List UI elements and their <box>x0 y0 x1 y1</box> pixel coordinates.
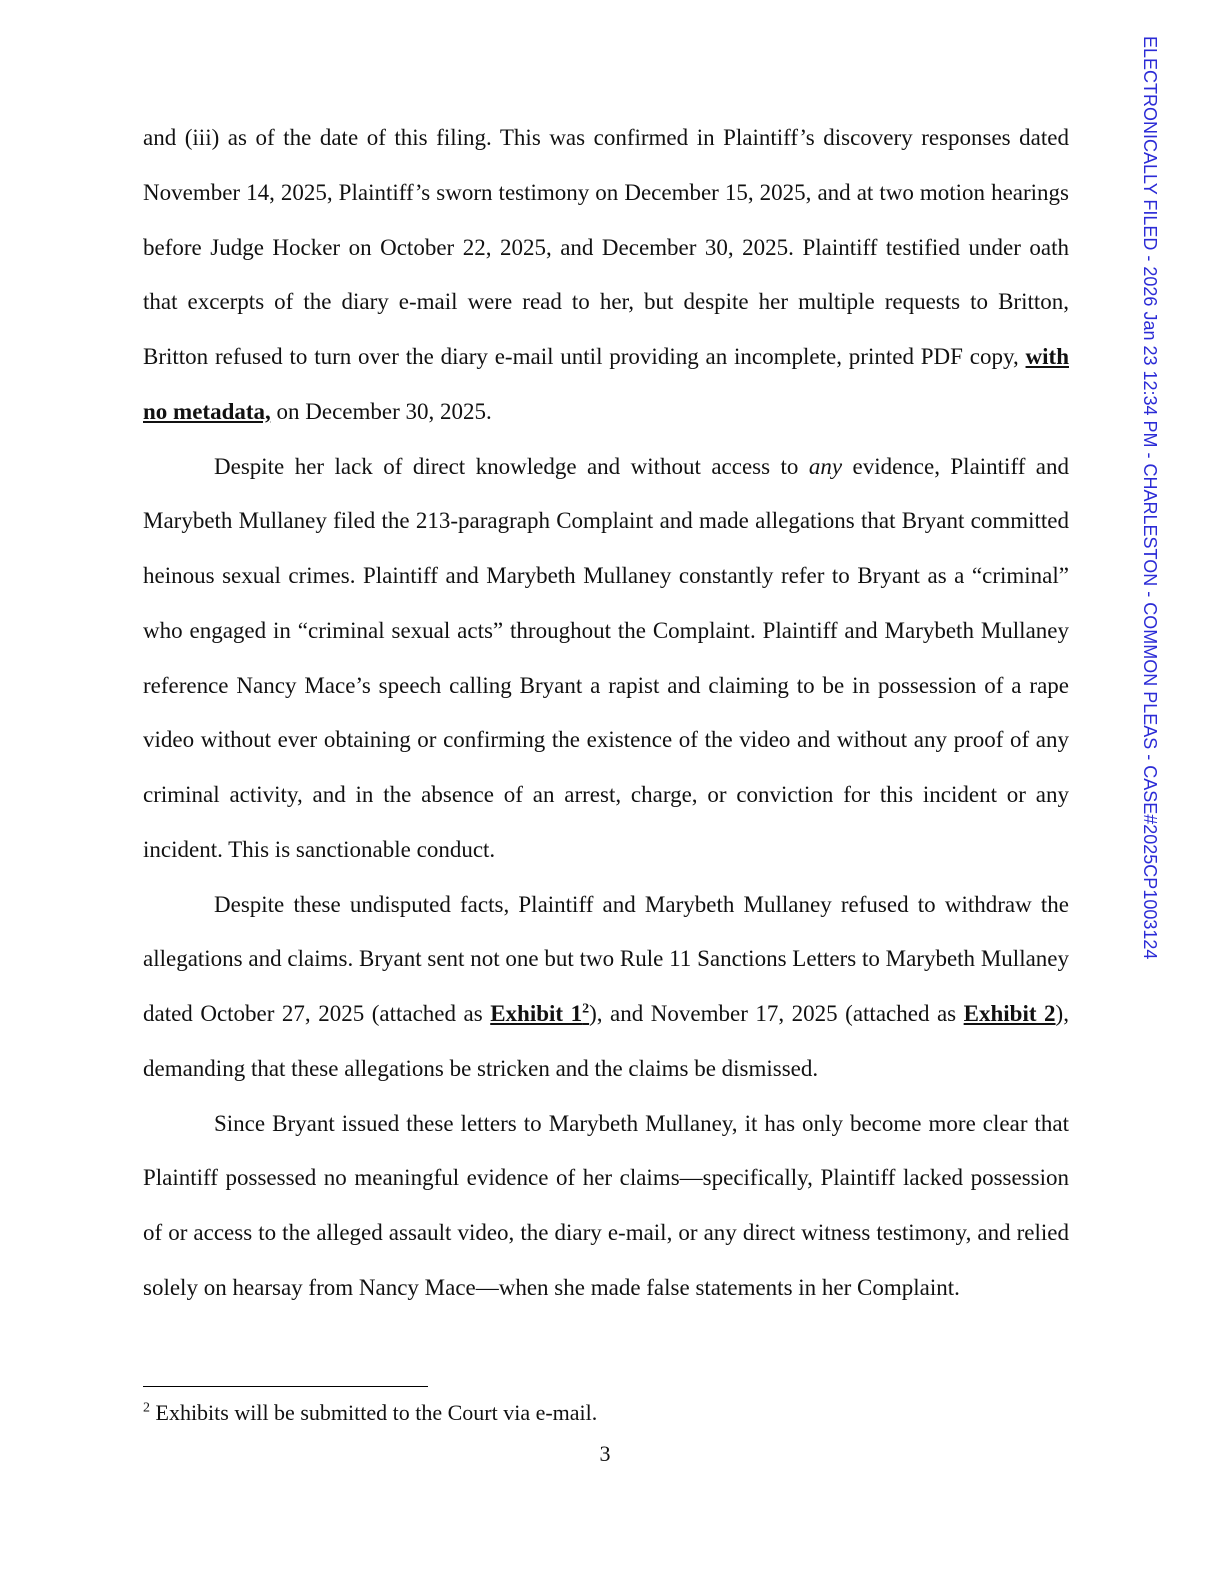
text-run: Despite these undisputed facts, Plaintiff and Marybeth Mullaney refused to withdraw the allegations and claims. Bryant sent not one but two Rule 11 Sanctions Letters to Marybeth Mullaney dated October 27, 2025 (attached as <box>143 891 1069 1026</box>
electronic-filing-stamp: ELECTRONICALLY FILED - 2026 Jan 23 12:34 PM - CHARLESTON - COMMON PLEAS - CASE#2025CP1003124 <box>1140 36 1160 960</box>
footnote-reference: 2 <box>582 1001 590 1017</box>
footnote-text: Exhibits will be submitted to the Court via e-mail. <box>150 1400 598 1425</box>
text-run: ), and November 17, 2025 (attached as <box>589 1001 964 1026</box>
text-run: ), demanding that these allegations be stricken and the claims be dismissed. <box>143 1001 1069 1081</box>
page-number: 3 <box>599 1441 611 1466</box>
footnote-divider <box>143 1386 428 1387</box>
paragraph-allegations <box>143 440 1069 878</box>
footnote <box>143 1398 597 1428</box>
paragraph-diary-email <box>143 111 1069 440</box>
emphasis-no-metadata: with no metadata, <box>143 344 1069 424</box>
text-run: on December 30, 2025. <box>270 398 492 424</box>
footnote-marker: 2 <box>143 1400 150 1416</box>
paragraph-no-evidence: Since Bryant issued these letters to Marybeth Mullaney, it has only become more clear that Plaintiff possessed no meaningful evidence of her claims—specifically, Plaintiff lacked possession of or access to the alleged assault video, the diary e-mail, or any direct witness testimony, and relied solely on hearsay from Nancy Mace—when she made false statements in her Complaint. <box>143 1110 1069 1300</box>
exhibit-2-reference: Exhibit 2 <box>963 1001 1056 1026</box>
paragraph-sanctions-letters <box>143 878 1069 1097</box>
document-body <box>143 111 1069 1316</box>
text-run: and (iii) as of the date of this filing. This was confirmed in Plaintiff’s discovery responses dated November 14, 2025, Plaintiff’s sworn testimony on December 15, 2025, and at two motion hearings before Judge Hocker on October 22, 2025, and December 30, 2025. Plaintiff testified under oath that excerpts of the diary e-mail were read to her, but despite her multiple requests to Britton, Britton refused to turn over the diary e-mail until providing an incomplete, printed PDF copy, <box>143 125 1069 369</box>
exhibit-1-reference <box>490 1001 589 1026</box>
italic-any: any <box>808 453 843 479</box>
text-run: evidence, Plaintiff and Marybeth Mullaney filed the 213-paragraph Complaint and made allegations that Bryant committed heinous sexual crimes. Plaintiff and Marybeth Mullaney constantly refer to Bryant as a “criminal” who engaged in “criminal sexual acts” throughout the Complaint. Plaintiff and Marybeth Mullaney reference Nancy Mace’s speech calling Bryant a rapist and claiming to be in possession of a rape video without ever obtaining or confirming the existence of the video and without any proof of any criminal activity, and in the absence of an arrest, charge, or conviction for this incident or any incident. This is sanctionable conduct. <box>143 453 1069 862</box>
text-run: Despite her lack of direct knowledge and without access to <box>214 453 809 479</box>
exhibit-1-label: Exhibit 1 <box>490 1001 583 1026</box>
